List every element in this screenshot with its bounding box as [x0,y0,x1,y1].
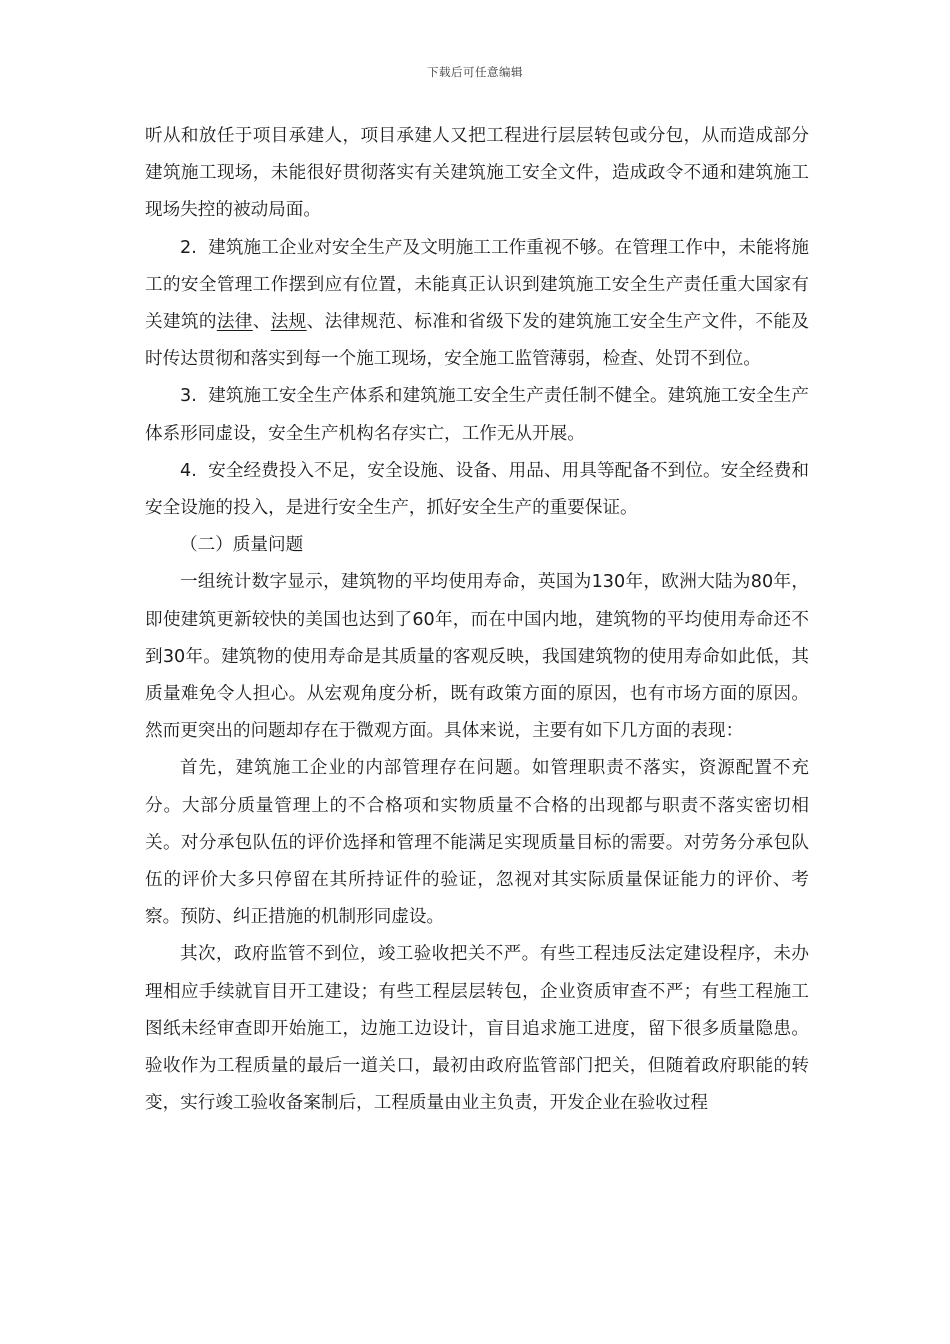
number-usa: 60 [412,609,435,630]
paragraph-statistics [145,564,809,750]
text-segment: 年，即使建筑更新较快的美国也达到了 [145,572,809,630]
paragraph-first: 首先，建筑施工企业的内部管理存在问题。如管理职责不落实，资源配置不充分。大部分质量管理上的不合格项和实物质量不合格的出现都与职责不落实密切相关。对分承包队伍的评价选择和管理不能满足实现质量目标的需要。对劳务分承包队伍的评价大多只停留在其所持证件的验证，忽视对其实际质量保证能力的评价、考察。预防、纠正措施的机制形同虚设。 [145,758,809,928]
section-heading: （二）质量问题 [180,535,304,556]
text-segment: 年，而在中国内地，建筑物的平均使用寿命还不到 [145,609,809,667]
text-segment: 年。建筑物的使用寿命是其质量的客观反映，我国建筑物的使用寿命如此低，其质量难免令人担心。从宏观角度分析，既有政策方面的原因，也有市场方面的原因。然而更突出的问题却存在于微观方面。具体来说，主要有如下几方面的表现： [145,646,809,742]
paragraph-text: 、法律规范、标准和省级下发的建筑施工安全生产文件，不能及时传达贯彻和落实到每一个施工现场，安全施工监管薄弱，检查、处罚不到位。 [145,312,809,370]
number-china: 30 [162,646,186,667]
paragraph-text: 建筑施工安全生产体系和建筑施工安全生产责任制不健全。建筑施工安全生产体系形同虚设，安全生产机构名存实亡，工作无从开展。 [145,386,809,444]
text-segment: 年，欧洲大陆为 [625,572,751,593]
list-item-4 [145,453,809,527]
regulation-link[interactable]: 法规 [270,312,307,333]
list-item-2 [145,230,809,379]
list-item-3 [145,378,809,452]
paragraph-second: 其次，政府监管不到位，竣工验收把关不严。有些工程违反法定建设程序，未办理相应手续就盲目开工建设；有些工程层层转包，企业资质审查不严；有些工程施工图纸未经审查即开始施工，边施工边设计，盲目追求施工进度，留下很多质量隐患。验收作为工程质量的最后一道关口，最初由政府监管部门把关，但随着政府职能的转变，实行竣工验收备案制后，工程质量由业主负责，开发企业在验收过程 [145,944,809,1114]
paragraph-continuation: 听从和放任于项目承建人，项目承建人又把工程进行层层转包或分包，从而造成部分建筑施工现场，未能很好贯彻落实有关建筑施工安全文件，造成政令不通和建筑施工现场失控的被动局面。 [145,126,809,221]
list-number: 4. [180,460,197,481]
number-uk: 130 [591,572,626,593]
law-link[interactable]: 法律 [216,312,253,333]
list-number: 3. [180,386,197,407]
document-body [145,118,809,1122]
text-segment: 一组统计数字显示，建筑物的平均使用寿命，英国为 [180,572,592,593]
number-europe: 80 [750,572,774,593]
separator: 、 [252,312,271,333]
page-header: 下载后可任意编辑 [427,65,523,79]
paragraph-text: 建筑施工企业对安全生产及文明施工工作重视不够。在管理工作中，未能将施工的安全管理工作摆到应有位置，未能真正认识到建筑施工安全生产责任重大国家有关建筑的 [145,237,809,333]
list-number: 2. [180,237,197,258]
paragraph-text: 安全经费投入不足，安全设施、设备、用品、用具等配备不到位。安全经费和安全设施的投入，是进行安全生产，抓好安全生产的重要保证。 [145,460,809,519]
